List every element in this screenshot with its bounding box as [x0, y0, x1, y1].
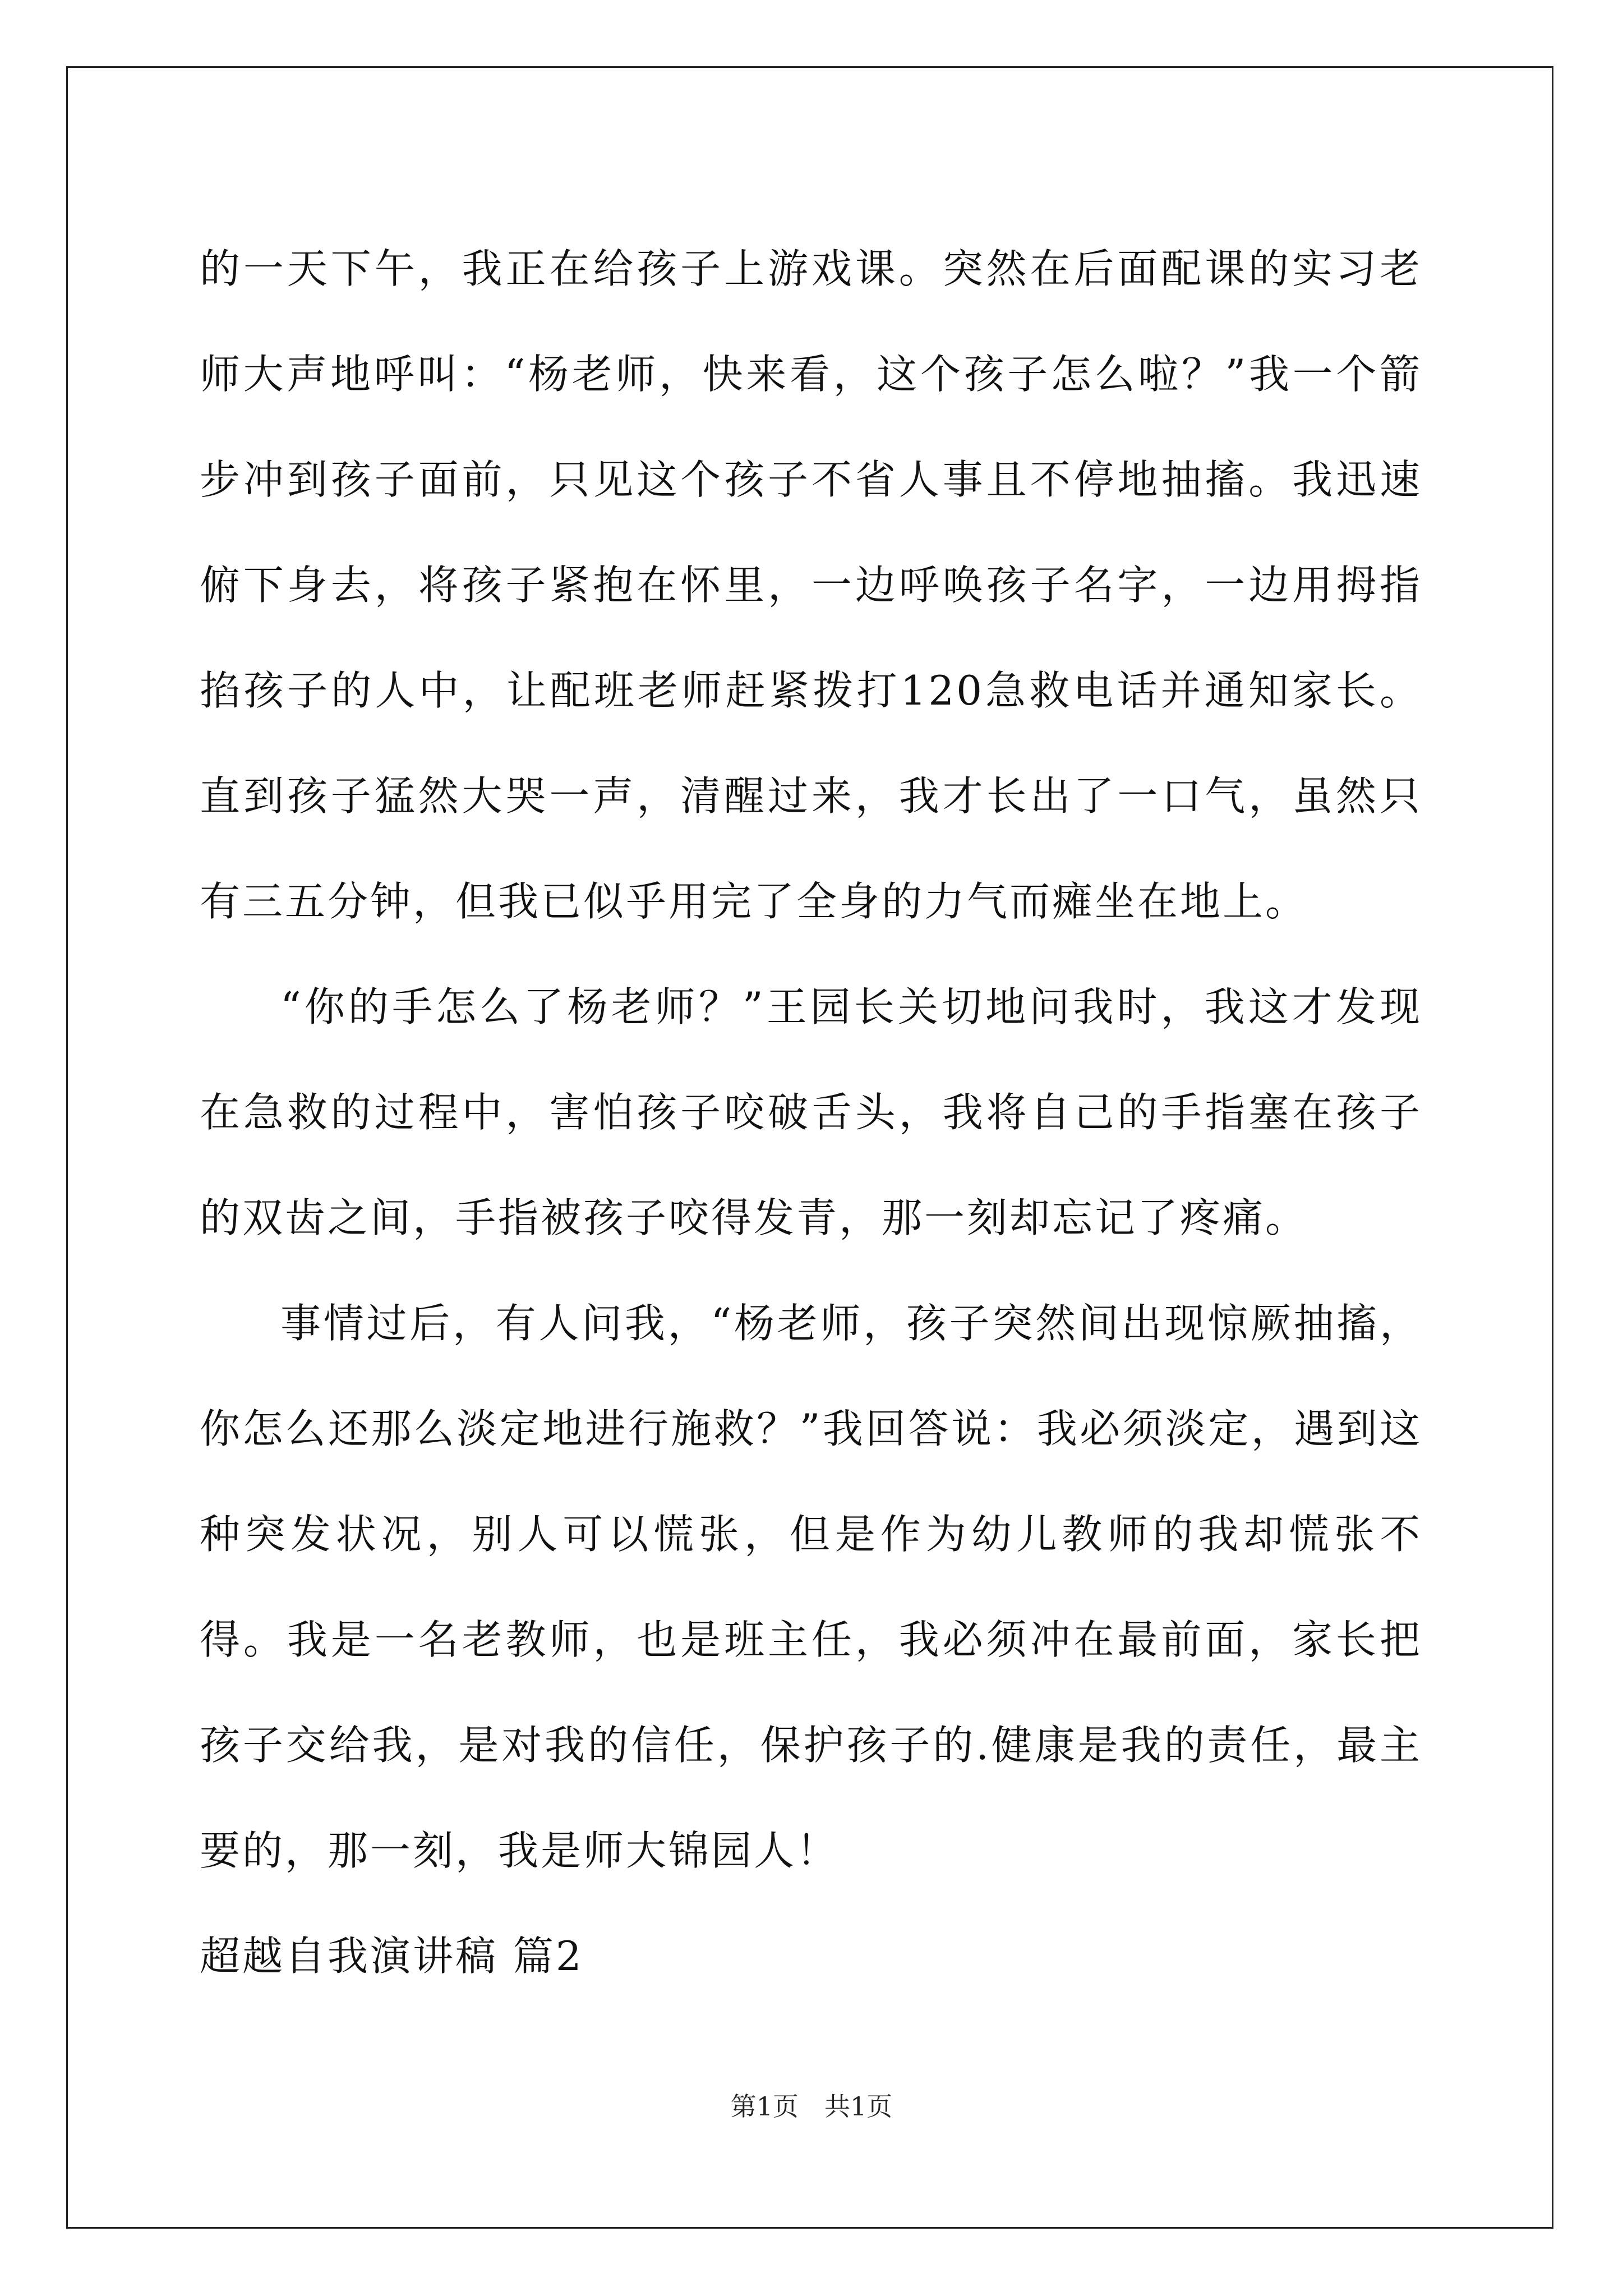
paragraph-3: 事情过后，有人问我，“杨老师，孩子突然间出现惊厥抽搐，你怎么还那么淡定地进行施救？”我回答说：我必须淡定，遇到这种突发状况，别人可以慌张，但是作为幼儿教师的我却慌张不得。我是一名老教师，也是班主任，我必须冲在最前面，家长把孩子交给我，是对我的信任，保护孩子的.健康是我的责任，最主要的，那一刻，我是师大锦园人！: [200, 1300, 1422, 1874]
section-heading: 超越自我演讲稿 篇2: [200, 1932, 584, 1980]
paragraph-1: 的一天下午，我正在给孩子上游戏课。突然在后面配课的实习老师大声地呼叫：“杨老师，快来看，这个孩子怎么啦？”我一个箭步冲到孩子面前，只见这个孩子不省人事且不停地抽搐。我迅速俯下身去，将孩子紧抱在怀里，一边呼唤孩子名字，一边用拇指掐孩子的人中，让配班老师赶紧拨打120急救电话并通知家长。直到孩子猛然大哭一声，清醒过来，我才长出了一口气，虽然只有三五分钟，但我已似乎用完了全身的力气而瘫坐在地上。: [200, 245, 1422, 925]
document-body: [200, 216, 1422, 2009]
paragraph-2: “你的手怎么了杨老师？”王园长关切地问我时，我这才发现在急救的过程中，害怕孩子咬破舌头，我将自己的手指塞在孩子的双齿之间，手指被孩子咬得发青，那一刻却忘记了疼痛。: [200, 983, 1422, 1241]
page-number-footer: 第1页 共1页: [730, 2091, 893, 2122]
